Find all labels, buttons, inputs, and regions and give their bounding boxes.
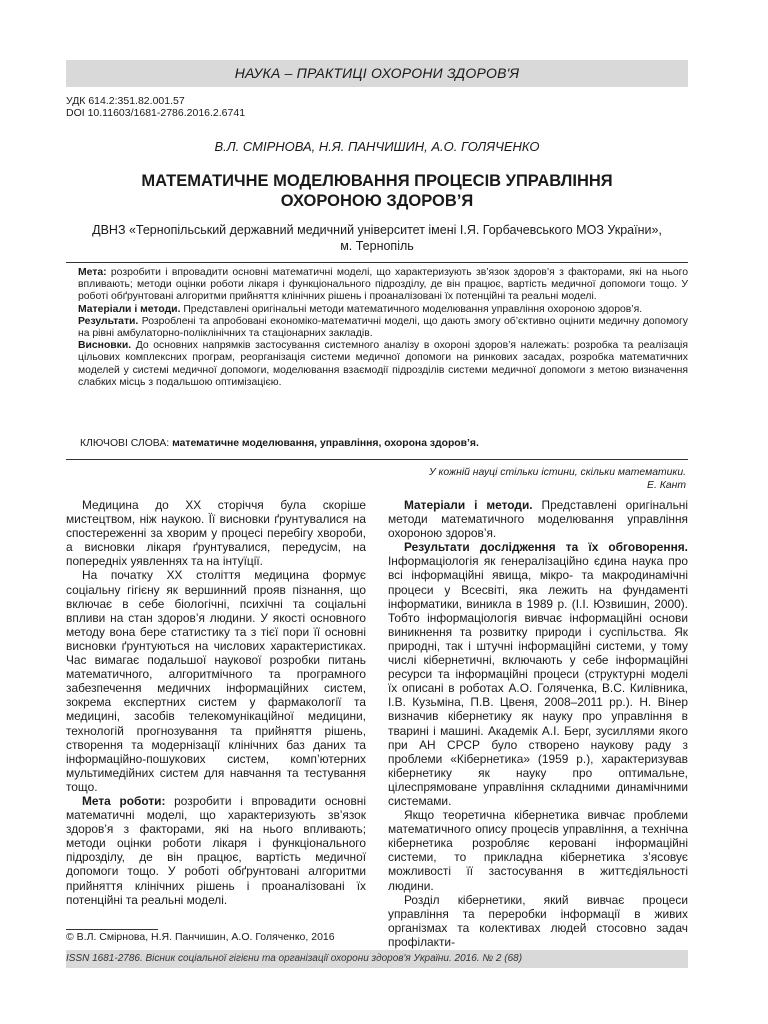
right-paragraph-1 (388, 498, 688, 540)
left-column (66, 498, 366, 907)
epigraph (380, 466, 686, 492)
keywords (80, 438, 680, 449)
abstract (78, 267, 688, 389)
identifiers (66, 95, 245, 119)
methods-label: Матеріали і методи. (78, 303, 181, 315)
epigraph-author: Е. Кант (647, 480, 686, 491)
journal-footer: ISSN 1681-2786. Вісник соціальної гігієни та організації охорони здоров'я України. 2016. № 2 (68) (66, 950, 688, 968)
doi[interactable]: DOI 10.11603/1681-2786.2016.2.6741 (66, 107, 246, 119)
aim-label: Мета: (78, 267, 107, 278)
methods-body: Представлені оригінальні методи математичного моделювання управління охороною здоров’я. (388, 498, 688, 541)
left-paragraph-1: Медицина до XX сторіччя була скоріше мистецтвом, ніж наукою. Її висновки ґрунтувалися на спостереженні за хворим у процесі перебігу хвороби, а висновки лікаря ґрунтувалися, передусім, на попередніх уявленнях та на інтуїції. (66, 498, 366, 569)
aim-body: розробити і впровадити основні математичні моделі, що характеризують зв’язок здоров’я з факторами, які на нього впливають; методи оцінки роботи лікаря і функціонального підрозділу, де він працює, вартість медичної допомоги тощо. У роботі обґрунтовані алгоритми прийняття клінічних рішень і проаналізовані їх потенційні та реальні моделі. (66, 793, 366, 907)
left-paragraph-2: На початку XX століття медицина формує соціальну гігієну як вершинний прояв пізнання, що включає в себе біологічні, психічні та соціальні впливи на стан здоров’я людини. У якості основного методу вона бере статистику та з тієї пори її основні висновки ґрунтуються на числових характеристиках. Час вимагає подальшої наукової розробки питань математичного, алгоритмічного та програмного забезпечення медичних інформаційних систем, зокрема експертних систем у фармакології та медицині, засобів телекомунікаційної медицини, технологій прогнозування та прийняття рішень, створення та модернізації клінічних баз даних та інформаційно-пошукових систем, комп’ютерних мультимедійних систем для навчання та тестування тощо. (66, 568, 366, 794)
abstract-top-rule (66, 262, 688, 263)
aim-text: розробити і впровадити основні математичні моделі, що характеризують зв’язок здоров’я з факторами, які на нього впливають; методи оцінки роботи лікаря і функціонального підрозділу, де він працює, вартість медичної допомоги тощо. У роботі обґрунтовані алгоритми прийняття клінічних рішень і проаналізовані їх потенційні та реальні моделі. (78, 267, 688, 303)
methods-heading: Матеріали і методи. (404, 498, 533, 512)
results-label: Результати. (78, 315, 139, 327)
keywords-label: КЛЮЧОВІ СЛОВА: (80, 438, 170, 449)
affiliation (66, 222, 688, 254)
conclusions-text: До основних напрямків застосування системного аналізу в охороні здоров’я належать: розробка та реалізація цільових комплексних програм, реорганізація системи медичної допомоги на ринкових засадах, розробка математичних моделей у системі медичної допомоги, моделювання взаємодії підрозділів системи медичної допомоги з метою визначення слабких місць з подальшою оптимізацією. (78, 340, 688, 388)
right-column (388, 498, 688, 949)
title-line-1: МАТЕМАТИЧНЕ МОДЕЛЮВАННЯ ПРОЦЕСІВ УПРАВЛІННЯ (141, 172, 613, 190)
abstract-results (78, 316, 688, 340)
right-paragraph-2 (388, 540, 688, 808)
affiliation-line-1: ДВНЗ «Тернопільський державний медичний університет імені І.Я. Горбачевського МОЗ України», (92, 223, 662, 237)
udk-code: УДК 614.2:351.82.001.57 (66, 95, 185, 107)
methods-text: Представлені оригінальні методи математичного моделювання управління охороною здоров’я. (180, 303, 643, 315)
conclusions-label: Висновки. (78, 340, 132, 352)
right-paragraph-3: Якщо теоретична кібернетика вивчає проблеми математичного опису процесів управління, а технічна кібернетика розробляє керовані інформаційні системи, то прикладна кібернетика з’ясовує можливості її застосування в життєдіяльності людини. (388, 808, 688, 893)
section-banner: НАУКА – ПРАКТИЦІ ОХОРОНИ ЗДОРОВ'Я (66, 60, 688, 87)
authors: В.Л. СМІРНОВА, Н.Я. ПАНЧИШИН, А.О. ГОЛЯЧЕНКО (214, 139, 540, 154)
aim-heading: Мета роботи: (82, 793, 166, 808)
abstract-bottom-rule (66, 459, 688, 460)
title-line-2: ОХОРОНОЮ ЗДОРОВ’Я (280, 192, 474, 210)
affiliation-line-2: м. Тернопіль (340, 239, 414, 253)
keywords-text: математичне моделювання, управління, охорона здоров’я. (172, 438, 479, 449)
right-paragraph-4: Розділ кібернетики, який вивчає процеси управління та переробки інформації в живих організмах та колективах людей стосовно задач профілакти- (388, 892, 688, 949)
left-paragraph-3 (66, 794, 366, 907)
abstract-methods (78, 304, 688, 316)
copyright: © В.Л. Смірнова, Н.Я. Панчишин, А.О. Голяченко, 2016 (66, 931, 335, 943)
results-heading: Результати дослідження та їх обговорення. (404, 540, 688, 555)
footnote-rule (66, 929, 158, 930)
results-text: Розроблені та апробовані економіко-математичні моделі, що дають змогу об’єктивно оцінити медичну допомогу на рівні амбулаторно-поліклінічних та стаціонарних закладів. (78, 315, 688, 340)
results-body: Інформаціологія як генералізаційно єдина наука про всі інформаційні явища, мікро- та макродинамічні процеси у Всесвіті, яка лежить на фундаменті інформатики, виникла в 1989 р. (І.І. Юзвишин, 2000). Тобто інформаціологія вивчає інформаційні основи виникнення та розвитку природи і суспільства. Як природні, так і штучні інформаційні системи, у тому числі кібернетичні, включають у себе інформаційні ресурси та інформаційні процеси (структурні моделі їх описані в роботах А.О. Голяченка, В.С. Килівника, І.В. Кузьміна, П.В. Цвеня, 2008–2011 рр.). Н. Вінер визначив кібернетику як науку про управління в тварині і машині. Академік А.І. Берг, зусиллями якого при АН СРСР було створено наукову раду з проблеми «Кібернетика» (1959 р.), характеризував кібернетику як науку про оптимальне, цілеспрямоване управління складними динамічними системами. (388, 554, 688, 808)
article-title (66, 171, 688, 211)
abstract-conclusions (78, 340, 688, 389)
abstract-aim (78, 267, 688, 304)
epigraph-quote: У кожній науці стільки істини, скільки математики. (428, 467, 686, 478)
